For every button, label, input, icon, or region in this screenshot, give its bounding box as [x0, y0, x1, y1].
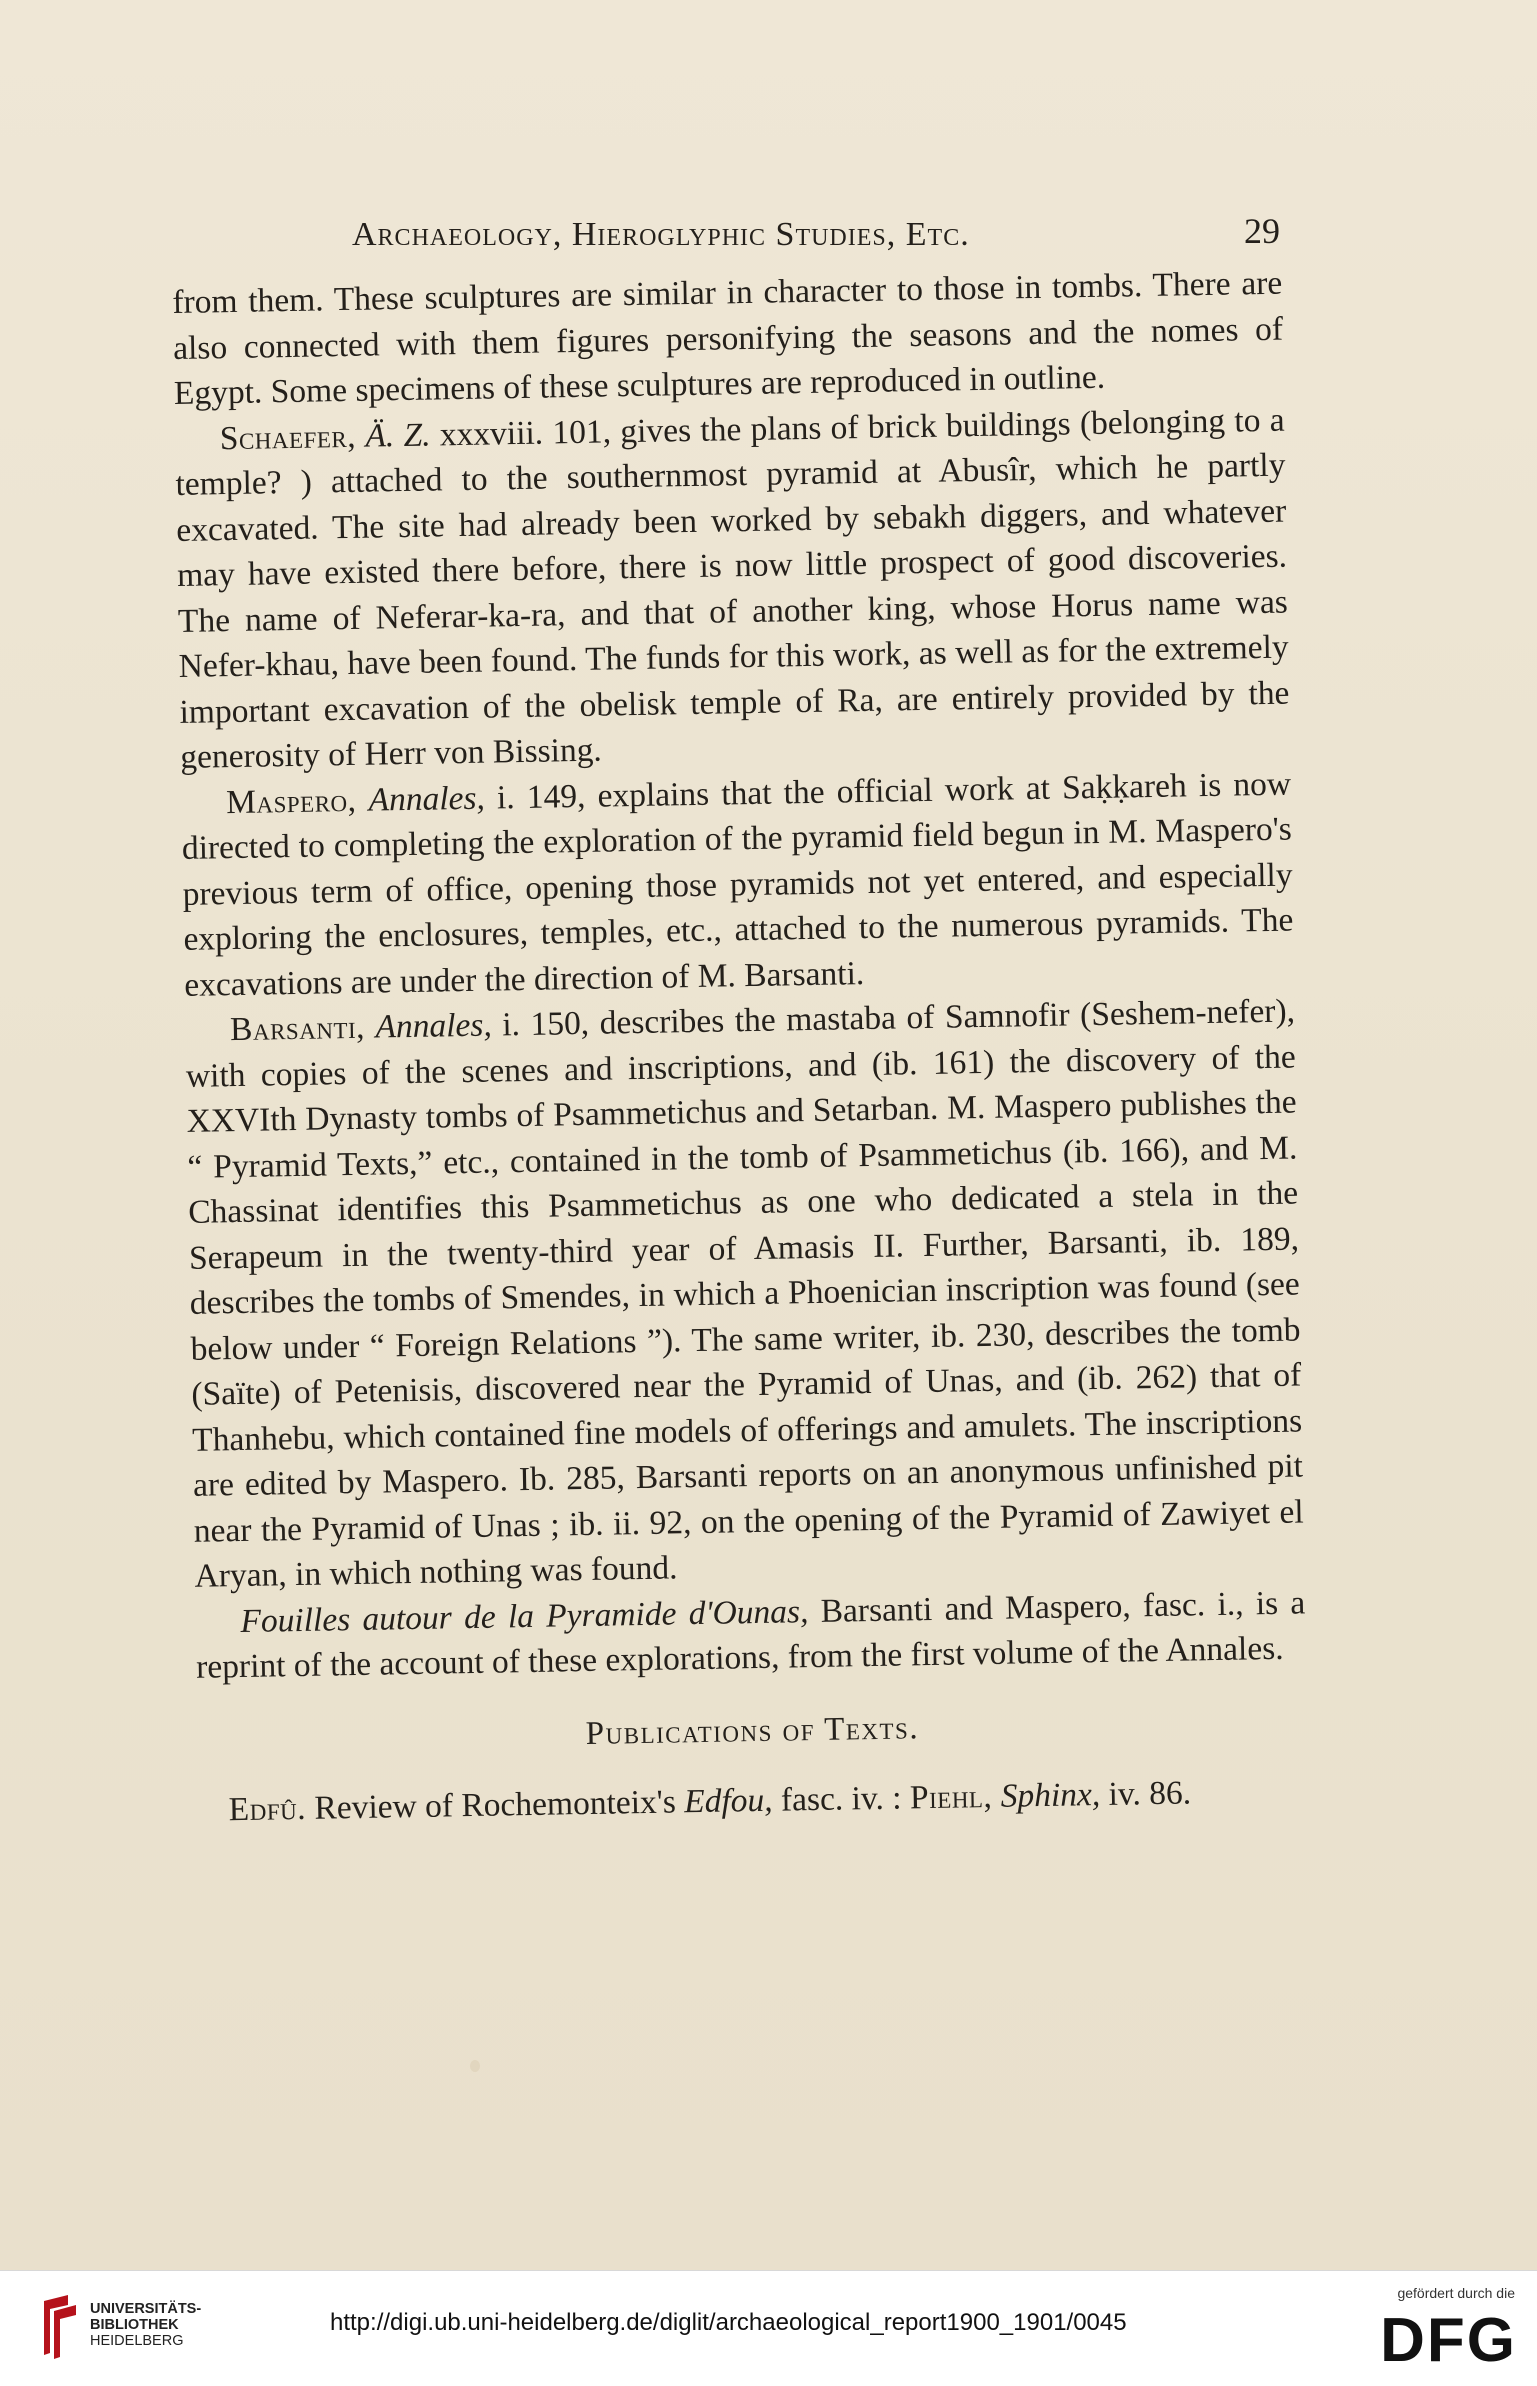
- section-heading: Publications of Texts.: [585, 1709, 920, 1752]
- running-head: [180, 210, 1280, 260]
- paragraph-text: from them. These sculptures are similar in character to those in tombs. There are also connected with them figures personifying the seasons and the nomes of Egypt. Some specimens of these sculptures are reproduced in outline.: [172, 264, 1284, 412]
- running-title: Archaeology, Hieroglyphic Studies, Etc.: [352, 216, 970, 253]
- paragraph-text: i. 150, describes the mastaba of Samnofir (Seshem-nefer), with copies of the scenes and inscriptions, and (ib. 161) the discovery of the XXVIth Dynasty tombs of Psammetichus and Setarban. M. Maspero publishes the “ Pyramid Texts,” etc., contained in the tomb of Psammetichus (ib. 166), and M. Chassinat identifies this Psammetichus as one who dedicated a stela in the Serapeum in the twenty-third year of Amasis II. Further, Barsanti, ib. 189, describes the tombs of Smendes, in which a Phoenician inscription was found (see below under “ Foreign Relations ”). The same writer, ib. 230, describes the tomb (Saïte) of Petenisis, discovered near the Pyramid of Unas, and (ib. 262) that of Thanhebu, which contained fine models of offerings and amulets. The inscriptions are edited by Maspero. Ib. 285, Barsanti reports on an anonymous unfinished pit near the Pyramid of Unas ; ib. ii. 92, on the opening of the Pyramid of Zawiyet el Aryan, in which nothing was found.: [185, 992, 1304, 1595]
- journal-ref: Annales,: [375, 1006, 493, 1046]
- source-url-link[interactable]: http://digi.ub.uni-heidelberg.de/diglit/archaeological_report1900_1901/0045: [330, 2309, 1127, 2336]
- entry-text: iv. 86.: [1099, 1774, 1192, 1814]
- paragraph-fouilles: [195, 1580, 1306, 1690]
- funding-caption: gefördert durch die: [1397, 2285, 1515, 2301]
- author-name: Maspero,: [225, 781, 357, 821]
- entry-lead: Edfû.: [228, 1789, 307, 1829]
- library-logo-icon: [38, 2293, 82, 2361]
- journal-ref: Ä. Z.: [365, 416, 431, 455]
- author-name: Schaefer,: [219, 417, 357, 457]
- journal-ref: Annales,: [368, 779, 486, 819]
- library-name-line: BIBLIOTHEK: [90, 2317, 179, 2333]
- library-name-line: UNIVERSITÄTS-: [90, 2301, 202, 2317]
- entry-text: Review of Rochemonteix's: [305, 1783, 685, 1827]
- journal-ref: Sphinx,: [1000, 1776, 1101, 1815]
- library-name-line: HEIDELBERG: [90, 2333, 184, 2349]
- paragraph-barsanti: [185, 989, 1305, 1600]
- book-title: Edfou,: [683, 1781, 773, 1821]
- entry-text: fasc. iv. :: [772, 1779, 911, 1819]
- paragraph-text: i. 149, explains that the official work at Saḳḳareh is now directed to completing the exploration of the pyramid field begun in M. Maspero's previous term of office, opening those pyramids not yet entered, and especially exploring the enclosures, temples, etc., attached to the numerous pyramids. The excavations are under the direction of M. Barsanti.: [181, 765, 1294, 1004]
- paragraph-maspero: [181, 761, 1295, 1008]
- paragraph-edfu: [198, 1768, 1309, 1833]
- paper-stain: [470, 2060, 480, 2072]
- dfg-logo: DFG: [1380, 2306, 1517, 2375]
- author-name: Barsanti,: [229, 1008, 366, 1049]
- paragraph-schaefer: [174, 397, 1290, 780]
- author-name: Piehl,: [909, 1777, 993, 1817]
- book-title: Fouilles autour de la Pyramide d'Ounas,: [240, 1592, 809, 1640]
- body-text: [172, 261, 1309, 1834]
- library-name: [90, 2301, 201, 2349]
- page-number: 29: [1244, 211, 1280, 251]
- paragraph-text: Barsanti and Maspero, fasc. i., is a reprint of the account of these explorations, from the first volume of the Annales.: [195, 1583, 1306, 1686]
- paragraph-text: xxxviii. 101, gives the plans of brick buildings (belonging to a temple? ) attached to the southernmost pyramid at Abusîr, which he partly excavated. The site had already been worked by sebakh diggers, and whatever may have existed there before, there is now little prospect of good discoveries. The name of Neferar-ka-ra, and that of another king, whose Horus name was Nefer-khau, have been found. The funds for this work, as well as for the extremely important excavation of the obelisk temple of Ra, are entirely provided by the generosity of Herr von Bissing.: [175, 401, 1290, 776]
- paragraph-continuation: [172, 261, 1284, 417]
- digitization-footer: [0, 2270, 1537, 2386]
